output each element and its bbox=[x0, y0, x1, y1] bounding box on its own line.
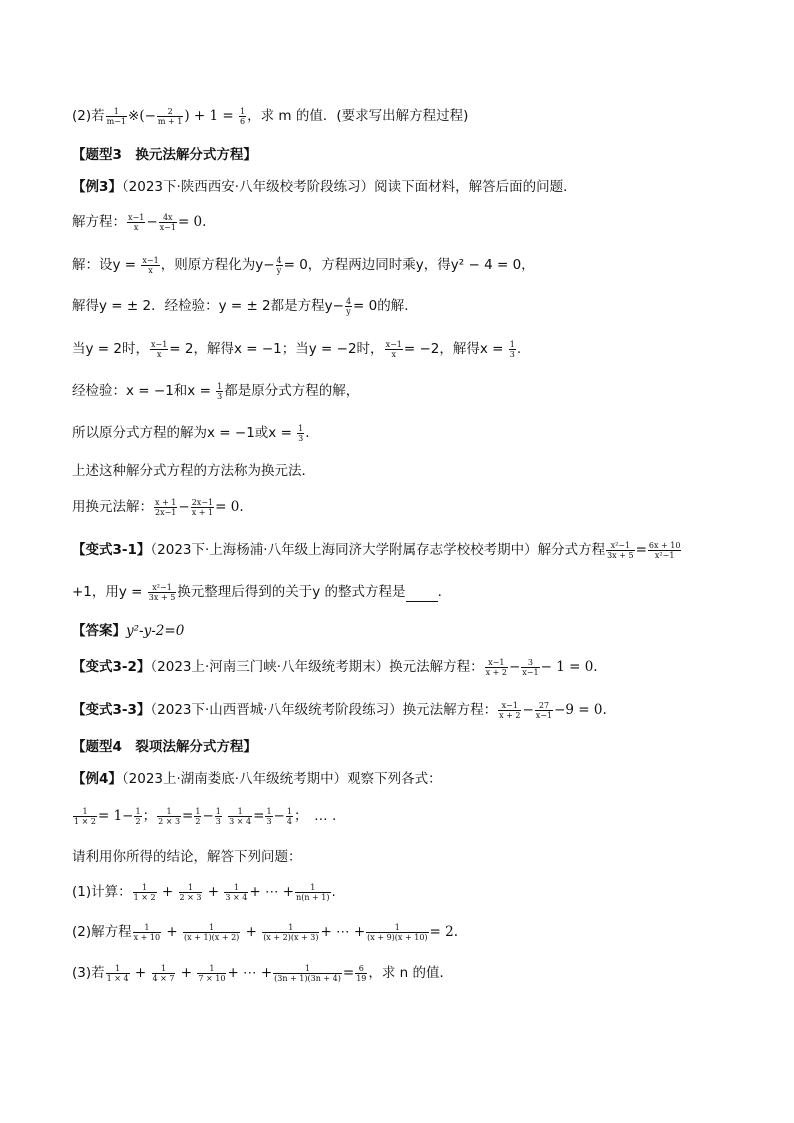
numerator: 6x + 10 bbox=[648, 540, 681, 550]
text-segment: = 2. bbox=[429, 924, 459, 940]
text-segment: 【例3】 bbox=[72, 179, 122, 195]
text-segment: = bbox=[342, 965, 355, 981]
fraction bbox=[286, 807, 293, 826]
text-segment: = 0的解． bbox=[353, 298, 418, 314]
numerator: 1 bbox=[224, 883, 248, 893]
text-segment: ) + 1 = bbox=[184, 108, 239, 124]
fraction bbox=[194, 807, 201, 826]
text-segment: = bbox=[635, 542, 647, 558]
fraction bbox=[228, 807, 252, 826]
denominator: x + 1 bbox=[191, 507, 214, 517]
denominator: y bbox=[346, 306, 351, 316]
numerator: 1 bbox=[197, 964, 226, 974]
numerator: 1 bbox=[295, 883, 330, 893]
denominator: 2x−1 bbox=[155, 507, 177, 517]
numerator: 1 bbox=[366, 923, 428, 933]
text-segment: 换元整理后得到的关于y 的整式方程是 bbox=[177, 584, 406, 600]
numerator: 1 bbox=[195, 806, 201, 816]
denominator: x + 2 bbox=[485, 667, 507, 677]
denominator: n(n + 1) bbox=[296, 892, 330, 902]
text-segment: 经检验：x = −1和x = bbox=[72, 383, 216, 399]
fraction bbox=[154, 498, 177, 517]
numerator: 4x bbox=[159, 213, 177, 223]
text-segment: = bbox=[182, 808, 194, 824]
example-3-conclusion bbox=[72, 423, 310, 443]
fraction bbox=[276, 256, 283, 275]
numerator: 1 bbox=[215, 806, 221, 816]
text-segment: + bbox=[241, 924, 262, 940]
section-heading-type3: 【题型3 换元法解分式方程】 bbox=[72, 147, 257, 163]
numerator: 1 bbox=[73, 807, 97, 817]
text-segment: （2023下·陕西西安·八年级校考阶段练习）阅读下面材料，解答后面的问题． bbox=[121, 179, 577, 195]
fraction bbox=[345, 297, 352, 316]
numerator: 1 bbox=[183, 923, 240, 933]
text-segment: （2023上·湖南娄底·八年级统考期中）观察下列各式： bbox=[121, 771, 442, 787]
denominator: x + 10 bbox=[133, 932, 161, 942]
fraction bbox=[297, 424, 304, 443]
denominator: 2 × 3 bbox=[179, 892, 202, 902]
numerator: x−1 bbox=[150, 339, 168, 349]
numerator: 2 bbox=[157, 107, 183, 117]
text-segment: ，求 n 的值． bbox=[368, 965, 454, 981]
denominator: x bbox=[148, 265, 153, 275]
text-segment: 解：设y = bbox=[72, 257, 141, 273]
text-segment: − bbox=[178, 499, 190, 515]
text-segment: + ⋯ + bbox=[227, 965, 273, 981]
fraction bbox=[273, 964, 342, 983]
text-segment: 【变式3-1】 bbox=[72, 542, 151, 558]
example-4-pattern bbox=[72, 806, 336, 826]
text-segment: (2)若 bbox=[72, 108, 105, 124]
text-segment: 所以原分式方程的解为x = −1或x = bbox=[72, 425, 297, 441]
answer bbox=[72, 621, 184, 641]
fraction bbox=[159, 213, 177, 232]
fraction bbox=[498, 701, 521, 720]
text-segment: = −2，解得x = bbox=[403, 341, 508, 357]
fraction bbox=[265, 807, 272, 826]
example-4-part1 bbox=[72, 882, 336, 902]
numerator: 1 bbox=[298, 423, 304, 433]
fraction bbox=[73, 807, 97, 826]
denominator: 3x + 5 bbox=[607, 550, 634, 560]
fraction bbox=[355, 964, 367, 983]
text-segment: + ⋯ + bbox=[320, 924, 366, 940]
numerator: x−1 bbox=[485, 658, 508, 668]
fraction bbox=[106, 964, 130, 983]
numerator: 1 bbox=[509, 339, 515, 349]
numerator: 1 bbox=[262, 923, 319, 933]
denominator: 1 × 2 bbox=[133, 892, 156, 902]
numerator: 6 bbox=[355, 964, 367, 974]
numerator: x + 1 bbox=[155, 497, 177, 507]
numerator: 2x−1 bbox=[191, 497, 214, 507]
fraction bbox=[157, 807, 181, 826]
text-segment: = 1− bbox=[97, 808, 134, 824]
numerator: 1 bbox=[217, 381, 223, 391]
text-segment: (3)若 bbox=[72, 965, 105, 981]
denominator: (x + 2)(x + 3) bbox=[263, 932, 319, 942]
example-4-part3 bbox=[72, 963, 453, 983]
denominator: (3n + 1)(3n + 4) bbox=[274, 973, 341, 983]
text-segment: ； … . bbox=[293, 808, 337, 824]
denominator: 2 bbox=[135, 816, 141, 826]
text-segment: （2023下·上海杨浦·八年级上海同济大学附属存志学校校考期中）解分式方程 bbox=[150, 542, 606, 558]
denominator: m + 1 bbox=[157, 116, 183, 126]
numerator: 27 bbox=[535, 701, 553, 711]
question-2 bbox=[72, 106, 468, 126]
variant-3-2 bbox=[72, 657, 598, 677]
text-segment: + bbox=[176, 965, 197, 981]
denominator: x−1 bbox=[159, 222, 176, 232]
fraction bbox=[521, 658, 539, 677]
text-segment: . bbox=[516, 341, 522, 357]
denominator: 6 bbox=[240, 116, 246, 126]
denominator: 3 bbox=[217, 391, 223, 401]
fraction bbox=[134, 807, 141, 826]
numerator: 1 bbox=[273, 964, 342, 974]
fraction bbox=[262, 923, 319, 942]
text-segment: (2)解方程 bbox=[72, 924, 132, 940]
denominator: 19 bbox=[356, 973, 367, 983]
example-4-prompt: 请利用你所得的结论，解答下列问题： bbox=[72, 849, 302, 865]
numerator: 4 bbox=[276, 255, 282, 265]
text-segment: 解得y = ± 2．经检验：y = ± 2都是方程y− bbox=[72, 298, 344, 314]
fraction bbox=[152, 964, 176, 983]
text-segment: − bbox=[146, 214, 158, 230]
denominator: 2 × 3 bbox=[158, 816, 181, 826]
denominator: 3 × 4 bbox=[225, 892, 248, 902]
example-3-solution-step1 bbox=[72, 255, 535, 275]
numerator: x²−1 bbox=[606, 541, 634, 551]
text-segment: 【变式3-2】 bbox=[72, 659, 151, 675]
fraction bbox=[106, 107, 127, 126]
text-segment: = 0，方程两边同时乘y，得y² − 4 = 0， bbox=[283, 257, 535, 273]
denominator: 2 bbox=[195, 816, 201, 826]
example-3-task bbox=[72, 497, 244, 517]
fraction bbox=[127, 213, 145, 232]
text-segment: . bbox=[331, 884, 336, 900]
text-segment: + bbox=[157, 884, 178, 900]
fraction bbox=[239, 107, 246, 126]
text-segment: + bbox=[203, 884, 224, 900]
text-segment: y²-y-2=0 bbox=[126, 623, 185, 639]
fraction bbox=[191, 498, 214, 517]
fraction bbox=[133, 923, 161, 942]
fraction bbox=[197, 964, 226, 983]
numerator: 4 bbox=[345, 296, 352, 306]
fraction bbox=[224, 883, 248, 902]
variant-3-1 bbox=[72, 540, 682, 560]
denominator: 7 × 10 bbox=[198, 973, 226, 983]
denominator: (x + 1)(x + 2) bbox=[184, 932, 240, 942]
denominator: 1 × 2 bbox=[74, 816, 96, 826]
numerator: 1 bbox=[157, 807, 181, 817]
text-segment: = 0. bbox=[215, 499, 244, 515]
numerator: 1 bbox=[179, 883, 203, 893]
numerator: 1 bbox=[240, 106, 246, 116]
denominator: 4 × 7 bbox=[152, 973, 175, 983]
denominator: 3 bbox=[298, 433, 304, 443]
numerator: 1 bbox=[228, 807, 252, 817]
numerator: 1 bbox=[135, 806, 141, 816]
denominator: x bbox=[156, 349, 162, 359]
denominator: y bbox=[276, 265, 282, 275]
text-segment: + bbox=[162, 924, 183, 940]
denominator: 3 bbox=[509, 349, 515, 359]
numerator: 1 bbox=[266, 806, 272, 816]
text-segment: 解方程： bbox=[72, 214, 126, 230]
text-segment: （2023上·河南三门峡·八年级统考期末）换元法解方程： bbox=[150, 659, 484, 675]
text-segment: （2023下·山西晋城·八年级统考阶段练习）换元法解方程： bbox=[150, 702, 498, 718]
numerator: 1 bbox=[152, 964, 176, 974]
text-segment: 【例4】 bbox=[72, 771, 122, 787]
denominator: m−1 bbox=[106, 116, 127, 126]
text-segment: 【变式3-3】 bbox=[72, 702, 151, 718]
text-segment: (1)计算： bbox=[72, 884, 132, 900]
fraction bbox=[295, 883, 330, 902]
numerator: 1 bbox=[133, 883, 157, 893]
denominator: x bbox=[133, 222, 139, 232]
numerator: 1 bbox=[106, 964, 130, 974]
text-segment: = bbox=[253, 808, 265, 824]
denominator: x + 2 bbox=[499, 710, 521, 720]
fraction bbox=[133, 883, 157, 902]
numerator: 3 bbox=[521, 658, 539, 668]
example-3-method-note: 上述这种解分式方程的方法称为换元法． bbox=[72, 463, 315, 479]
text-segment: 【答案】 bbox=[72, 623, 126, 639]
text-segment: − bbox=[273, 808, 285, 824]
text-segment: . bbox=[305, 425, 310, 441]
example-4-intro bbox=[72, 769, 442, 789]
numerator: x−1 bbox=[142, 255, 159, 265]
fraction bbox=[141, 256, 159, 275]
numerator: x²−1 bbox=[148, 583, 176, 593]
text-segment: = 2，解得x = −1；当y = −2时， bbox=[169, 341, 384, 357]
text-segment: ，则原方程化为y− bbox=[160, 257, 275, 273]
section-heading-type4: 【题型4 裂项法解分式方程】 bbox=[72, 739, 257, 755]
denominator: 3 bbox=[215, 816, 221, 826]
text-segment: − bbox=[202, 808, 214, 824]
example-3-intro bbox=[72, 177, 577, 197]
text-segment: ． bbox=[437, 584, 452, 600]
denominator: x−1 bbox=[535, 710, 553, 720]
text-segment: − bbox=[522, 702, 534, 718]
fraction bbox=[648, 541, 682, 560]
denominator: x−1 bbox=[522, 667, 539, 677]
denominator: 3 bbox=[266, 816, 272, 826]
text-segment: + ⋯ + bbox=[249, 884, 295, 900]
text-segment: 当y = 2时， bbox=[72, 341, 149, 357]
fraction bbox=[606, 541, 634, 560]
text-segment: ※(− bbox=[128, 108, 156, 124]
numerator: 1 bbox=[106, 107, 127, 117]
text-segment: −9 = 0. bbox=[554, 702, 607, 718]
fraction bbox=[216, 382, 223, 401]
denominator: x²−1 bbox=[654, 550, 675, 560]
fraction bbox=[157, 107, 183, 126]
text-segment: 都是原分式方程的解， bbox=[224, 383, 360, 399]
numerator: 1 bbox=[133, 923, 161, 933]
denominator: 1 × 4 bbox=[106, 973, 129, 983]
variant-3-3 bbox=[72, 700, 607, 720]
fraction bbox=[509, 340, 516, 359]
denominator: 3 × 4 bbox=[229, 816, 252, 826]
numerator: 1 bbox=[286, 806, 292, 816]
text-segment: +1，用y = bbox=[72, 584, 147, 600]
example-3-equation bbox=[72, 212, 206, 232]
fraction bbox=[215, 807, 222, 826]
fraction bbox=[385, 340, 403, 359]
example-3-check bbox=[72, 381, 359, 401]
answer-blank[interactable] bbox=[406, 587, 438, 602]
example-4-part2 bbox=[72, 922, 458, 942]
text-segment: − 1 = 0. bbox=[540, 659, 598, 675]
denominator: 4 bbox=[286, 816, 292, 826]
denominator: 3x + 5 bbox=[148, 592, 176, 602]
fraction bbox=[366, 923, 428, 942]
text-segment: = 0. bbox=[177, 214, 207, 230]
text-segment: 用换元法解： bbox=[72, 499, 153, 515]
example-3-solution-step2 bbox=[72, 296, 418, 316]
fraction bbox=[179, 883, 203, 902]
numerator: x−1 bbox=[385, 339, 402, 349]
text-segment: ，求 m 的值．(要求写出解方程过程) bbox=[247, 108, 469, 124]
text-segment: − bbox=[508, 659, 521, 675]
text-segment: + bbox=[130, 965, 151, 981]
fraction bbox=[150, 340, 168, 359]
denominator: (x + 9)(x + 10) bbox=[367, 932, 428, 942]
fraction bbox=[485, 658, 508, 677]
numerator: x−1 bbox=[498, 701, 521, 711]
text-segment: ； bbox=[142, 808, 157, 824]
example-3-solution-step3 bbox=[72, 339, 521, 359]
denominator: x bbox=[391, 349, 396, 359]
fraction bbox=[183, 923, 240, 942]
fraction bbox=[148, 583, 176, 602]
numerator: x−1 bbox=[128, 212, 145, 222]
fraction bbox=[535, 701, 553, 720]
variant-3-1-cont bbox=[72, 582, 451, 602]
